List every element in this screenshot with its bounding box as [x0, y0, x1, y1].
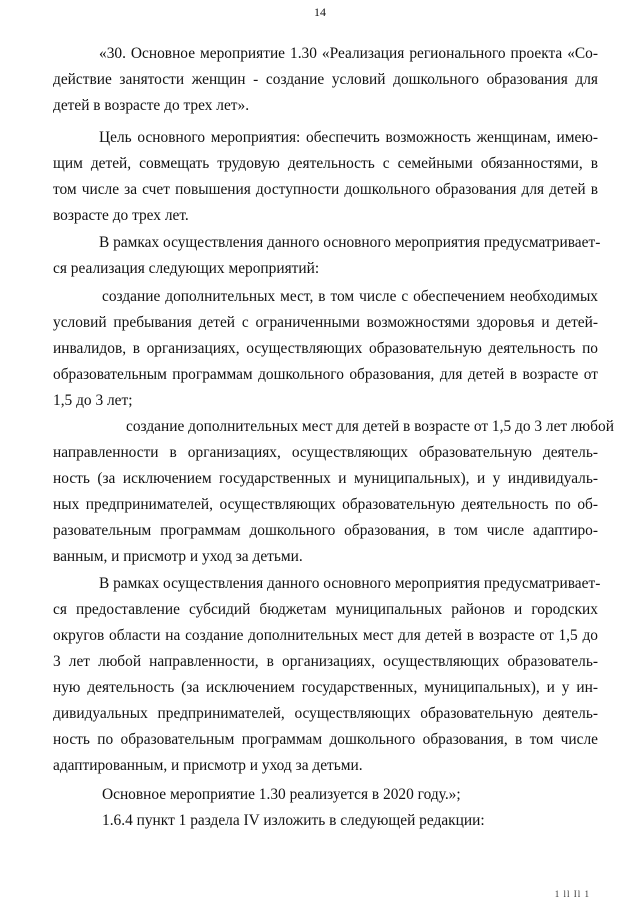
- footer-scan-mark: 1 ll Il 1: [554, 889, 590, 899]
- paragraph-6-line-6: дивидуальных предпринимателей, осуществляющих образовательную деятель-: [53, 705, 598, 722]
- paragraph-6-line-8: адаптированным, и присмотр и уход за детьми.: [53, 757, 363, 774]
- paragraph-4-line-3: инвалидов, в организациях, осуществляющих образовательную деятельность по: [53, 340, 598, 357]
- paragraph-1-line-3: детей в возрасте до трех лет».: [53, 97, 250, 114]
- paragraph-6-line-1: В рамках осуществления данного основного мероприятия предусматривает-: [99, 575, 601, 592]
- paragraph-2-line-4: возрасте до трех лет.: [53, 207, 189, 224]
- paragraph-5-line-6: ванным, и присмотр и уход за детьми.: [53, 548, 303, 565]
- paragraph-5-line-5: разовательным программам дошкольного образования, в том числе адаптиро-: [53, 522, 598, 539]
- paragraph-5-line-2: направленности в организациях, осуществляющих образовательную деятель-: [53, 444, 598, 461]
- paragraph-6-line-3: округов области на создание дополнительных мест для детей в возрасте от 1,5 до: [53, 627, 598, 644]
- paragraph-2-line-2: щим детей, совмещать трудовую деятельность с семейными обязанностями, в: [53, 155, 598, 172]
- page-number: 14: [314, 5, 326, 19]
- paragraph-6-line-2: ся предоставление субсидий бюджетам муниципальных районов и городских: [53, 601, 598, 618]
- paragraph-4-line-1: создание дополнительных мест, в том числе с обеспечением необходимых: [102, 288, 598, 305]
- paragraph-2-line-3: том числе за счет повышения доступности дошкольного образования для детей в: [53, 181, 598, 198]
- paragraph-1-line-2: действие занятости женщин - создание условий дошкольного образования для: [53, 71, 598, 88]
- paragraph-3-line-1: В рамках осуществления данного основного мероприятия предусматривает-: [99, 234, 601, 251]
- paragraph-1-line-1: «30. Основное мероприятие 1.30 «Реализация регионального проекта «Со-: [99, 45, 598, 62]
- paragraph-8-line-1: 1.6.4 пункт 1 раздела IV изложить в следующей редакции:: [102, 812, 485, 829]
- paragraph-4-line-2: условий пребывания детей с ограниченными возможностями здоровья и детей-: [53, 314, 598, 331]
- paragraph-4-line-4: образовательным программам дошкольного образования, для детей в возрасте от: [53, 366, 598, 383]
- paragraph-3-line-2: ся реализация следующих мероприятий:: [53, 260, 320, 277]
- paragraph-6-line-5: ную деятельность (за исключением государственных, муниципальных), и у ин-: [53, 679, 598, 696]
- paragraph-6-line-4: 3 лет любой направленности, в организациях, осуществляющих образователь-: [53, 653, 598, 670]
- paragraph-5-line-1: создание дополнительных мест для детей в возрасте от 1,5 до 3 лет любой: [126, 418, 614, 435]
- paragraph-5-line-3: ность (за исключением государственных и муниципальных), и у индивидуаль-: [53, 470, 598, 487]
- paragraph-5-line-4: ных предпринимателей, осуществляющих образовательную деятельность по об-: [53, 496, 598, 513]
- paragraph-6-line-7: ность по образовательным программам дошкольного образования, в том числе: [53, 731, 598, 748]
- paragraph-2-line-1: Цель основного мероприятия: обеспечить возможность женщинам, имею-: [99, 129, 598, 146]
- paragraph-7-line-1: Основное мероприятие 1.30 реализуется в 2020 году.»;: [102, 786, 461, 803]
- paragraph-4-line-5: 1,5 до 3 лет;: [53, 392, 133, 409]
